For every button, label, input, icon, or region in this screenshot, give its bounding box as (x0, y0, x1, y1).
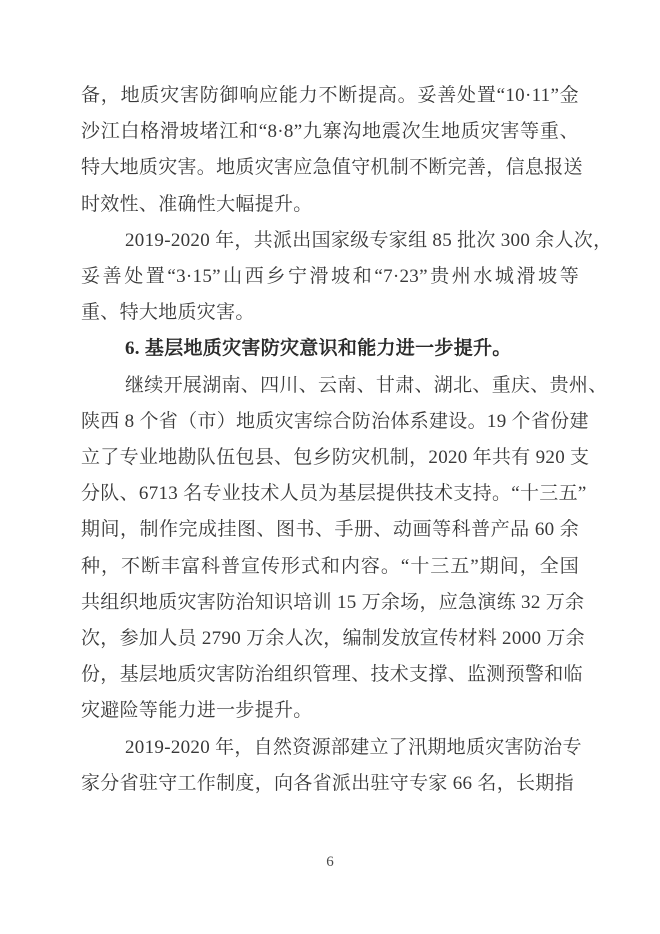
text-line: 2019-2020 年，自然资源部建立了汛期地质灾害防治专 (125, 736, 582, 758)
text-line: 灾避险等能力进一步提升。 (81, 700, 313, 722)
text-line: 立了专业地勘队伍包县、包乡防灾机制，2020 年共有 920 支 (81, 447, 590, 469)
text-line: 特大地质灾害。地质灾害应急值守机制不断完善，信息报送 (81, 157, 583, 179)
text-line: 陕西 8 个省（市）地质灾害综合防治体系建设。19 个省份建 (81, 410, 589, 432)
text-line: 重、特大地质灾害。 (81, 302, 255, 324)
section-heading-line: 6. 基层地质灾害防灾意识和能力进一步提升。 (125, 338, 512, 360)
text-line: 家分省驻守工作制度，向各省派出驻守专家 66 名，长期指 (81, 772, 574, 794)
text-line: 分队、6713 名专业技术人员为基层提供技术支持。“十三五” (81, 483, 587, 505)
text-line: 次，参加人员 2790 万余人次，编制发放宣传材料 2000 万余 (81, 628, 585, 650)
text-line: 期间，制作完成挂图、图书、手册、动画等科普产品 60 余 (81, 519, 579, 541)
text-line: 沙江白格滑坡堵江和“8·8”九寨沟地震次生地质灾害等重、 (81, 121, 579, 143)
text-line: 2019-2020 年，共派出国家级专家组 85 批次 300 余人次， (125, 229, 613, 251)
text-block (81, 78, 613, 802)
text-line: 种，不断丰富科普宣传形式和内容。“十三五”期间，全国 (81, 555, 579, 577)
text-line: 继续开展湖南、四川、云南、甘肃、湖北、重庆、贵州、 (125, 374, 608, 396)
text-line: 共组织地质灾害防治知识培训 15 万余场，应急演练 32 万余 (81, 591, 585, 613)
text-line: 备，地质灾害防御响应能力不断提高。妥善处置“10·11”金 (81, 85, 579, 106)
text-line: 妥善处置“3·15”山西乡宁滑坡和“7·23”贵州水城滑坡等 (81, 266, 579, 288)
page-number: 6 (326, 854, 334, 870)
text-line: 时效性、准确性大幅提升。 (81, 193, 313, 215)
text-line: 份，基层地质灾害防治组织管理、技术支撑、监测预警和临 (81, 664, 583, 686)
